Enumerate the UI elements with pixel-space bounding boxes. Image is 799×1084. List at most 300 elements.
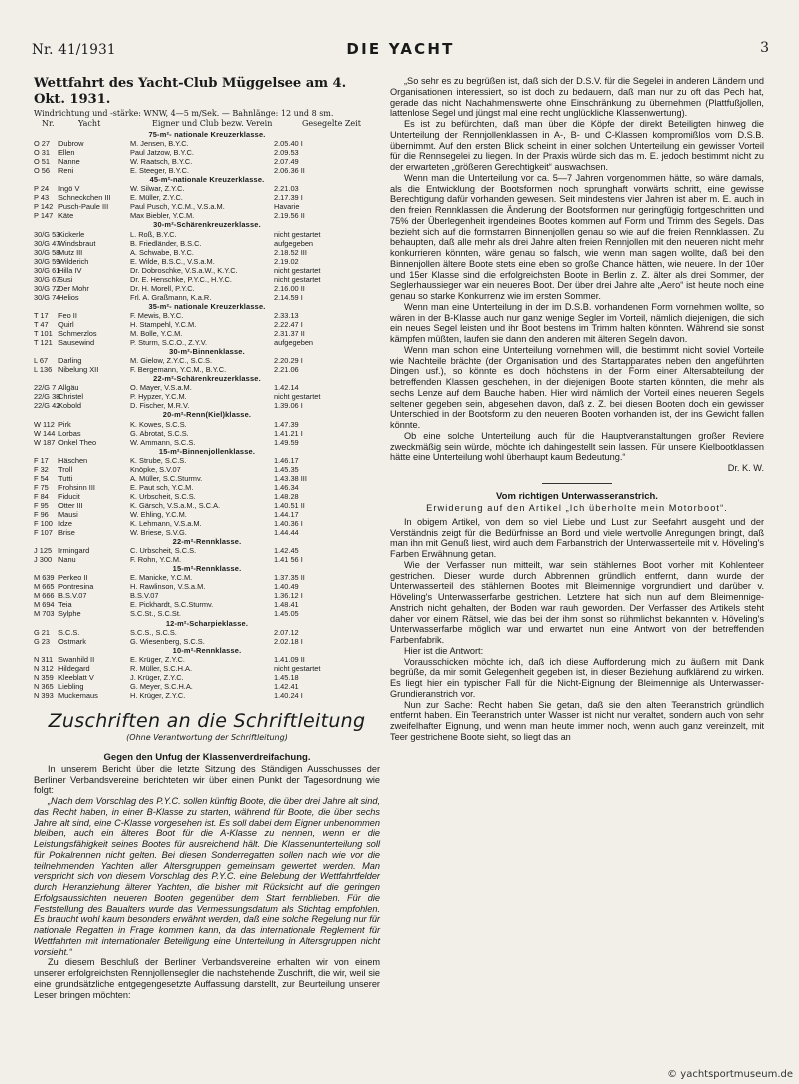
results-row — [34, 211, 380, 220]
sailed-time: 2.33.13 — [274, 310, 299, 320]
class-heading: 10-m²-Rennklasse. — [172, 645, 242, 655]
owner-club: E. Müller, Z.Y.C. — [130, 193, 183, 203]
col-header-yacht: Yacht — [78, 119, 101, 128]
yacht-name: Nibelung XII — [58, 365, 99, 375]
results-column-headers — [34, 119, 380, 130]
owner-club: K. Strube, S.C.S. — [130, 455, 187, 465]
sailed-time: 1.42.41 — [274, 681, 299, 691]
results-row — [34, 383, 380, 392]
owner-club: A. Müller, S.C.Sturmv. — [130, 473, 203, 483]
results-row — [34, 501, 380, 510]
results-row — [34, 311, 380, 320]
sail-number: W 112 — [34, 419, 55, 429]
results-row — [34, 492, 380, 501]
owner-club: W. Ammann, S.C.S. — [130, 437, 196, 447]
yacht-name: Schmerzlos — [58, 329, 97, 339]
sailed-time: 1.45.18 — [274, 672, 299, 682]
yacht-name: Sausewind — [58, 338, 95, 348]
yacht-name: Onkel Theo — [58, 437, 97, 447]
owner-club: Frl. A. Graßmann, K.a.R. — [130, 292, 212, 302]
sail-number: G 21 — [34, 627, 51, 637]
yacht-name: Darling — [58, 356, 82, 366]
results-row — [34, 139, 380, 148]
yacht-name: Nanu — [58, 555, 76, 565]
article-paragraph: Wenn man eine Unterteilung in der im D.S.B. vorhandenen Form vornehmen wollte, so wären in der B-Klasse auch nur ganz wenige Segler im Vorteil, nämlich diejenigen, die sich ein neues Segel leisten und ihr Boot bestens im Trimm halten könnten. Während sie sonst kämpfen müßten, laufen sie dann den anderen mit älteren Segeln davon. — [390, 301, 764, 344]
results-row — [34, 338, 380, 347]
right-column — [390, 76, 764, 743]
sailed-time: 1.37.35 II — [274, 573, 305, 583]
sail-number: P 142 — [34, 202, 54, 212]
sail-number: N 311 — [34, 654, 54, 664]
sailed-time: nicht gestartet — [274, 229, 321, 239]
copyright-watermark: © yachtsportmuseum.de — [667, 1069, 793, 1080]
sail-number: N 359 — [34, 672, 54, 682]
owner-club: H. Krüger, Z.Y.C. — [130, 690, 186, 700]
results-row — [34, 420, 380, 429]
yacht-name: Feo II — [58, 310, 77, 320]
results-row — [34, 202, 380, 211]
owner-club: G. Wiesenberg, S.C.S. — [130, 636, 205, 646]
sail-number: 22/G 7 — [34, 383, 57, 393]
owner-club: P. Hypzer, Y.C.M. — [130, 392, 187, 402]
sailed-time: 1.39.06 I — [274, 401, 303, 411]
yacht-name: Otter III — [58, 500, 83, 510]
owner-club: S.C.S., S.C.S. — [130, 627, 177, 637]
owner-club: O. Mayer, V.S.a.M. — [130, 383, 192, 393]
sail-number: F 17 — [34, 455, 49, 465]
yacht-name: Der Mohr — [58, 283, 89, 293]
owner-club: H. Stampehl, Y.C.M. — [130, 319, 197, 329]
sailed-time: 1.44.44 — [274, 528, 299, 538]
results-row — [34, 609, 380, 618]
sailed-time: aufgegeben — [274, 238, 314, 248]
sailed-time: 2.21.03 — [274, 184, 299, 194]
sail-number: P 24 — [34, 184, 50, 194]
owner-club: F. Bergemann, Y.C.M., B.Y.C. — [130, 365, 227, 375]
results-row — [34, 157, 380, 166]
results-row — [34, 275, 380, 284]
sail-number: 30/G 58 — [34, 247, 61, 257]
owner-club: Max Biebler, Y.C.M. — [130, 211, 195, 221]
yacht-name: Kickerle — [58, 229, 85, 239]
article-paragraph: Wie der Verfasser nun mitteilt, war sein stählernes Boot vorher mit Kohlenteer gestrichen. Dieser wurde durch Abbrennen gründlich entfernt, dann wurde der Unterwasserteil des stählernen Bootes mit Bleimennige vorgrundiert und darüber v. Höveling's Unterwasserfarbe gestrichen. Letztere hat sich nun auf dem Bleimennige-Anstrich nicht gehalten, der Boden war rauh geworden. Der Verfasser des Artikels steht daher vor einem Rätsel, wie das bei der ihm sonst so rühmlichst bekannten v. Höveling's Unterwasserfarbe möglich war und erwartet nun eine Antwort von der betreffenden Farbenfabrik. — [390, 559, 764, 645]
yacht-name: Ingö V — [58, 184, 80, 194]
yacht-name: Nanne — [58, 157, 80, 167]
yacht-name: Reni — [58, 166, 74, 176]
article2-title: Vom richtigen Unterwasseranstrich. — [496, 490, 658, 502]
owner-club: Dr. H. Morell, P.Y.C. — [130, 283, 195, 293]
results-row — [34, 691, 380, 700]
owner-club: Paul Pusch, Y.C.M., V.S.a.M. — [130, 202, 225, 212]
sailed-time: 1.40.36 I — [274, 519, 303, 529]
results-row — [34, 184, 380, 193]
yacht-name: Idze — [58, 519, 72, 529]
class-heading: 15-m²-Binnenjollenklasse. — [158, 446, 256, 456]
sail-number: J 300 — [34, 555, 53, 565]
owner-club: Dr. E. Henschke, P.Y.C., H.Y.C. — [130, 274, 232, 284]
issue-number: Nr. 41/1931 — [32, 42, 116, 58]
race-results-title: Wettfahrt des Yacht-Club Müggelsee am 4. Okt. 1931. — [34, 76, 347, 107]
owner-club: D. Fischer, M.R.V. — [130, 401, 190, 411]
owner-club: L. Roß, B.Y.C. — [130, 229, 177, 239]
sailed-time: 1.36.12 I — [274, 591, 303, 601]
class-heading: 20-m²-Renn(Kiel)klasse. — [162, 410, 252, 420]
sail-number: F 75 — [34, 482, 49, 492]
owner-club: E. Krüger, Z.Y.C. — [130, 654, 185, 664]
sailed-time: aufgegeben — [274, 338, 314, 348]
results-row — [34, 519, 380, 528]
owner-club: M. Gielow, Z.Y.C., S.C.S. — [130, 356, 213, 366]
owner-club: W. Silwar, Z.Y.C. — [130, 184, 185, 194]
yacht-name: Windsbraut — [58, 238, 96, 248]
owner-club: M. Jensen, B.Y.C. — [130, 139, 189, 149]
yacht-name: Kobold — [58, 401, 82, 411]
results-row — [34, 284, 380, 293]
article2-body — [390, 517, 764, 743]
owner-club: P. Sturm, S.C.O., Z.Y.V. — [130, 338, 208, 348]
yacht-name: Helios — [58, 292, 79, 302]
results-row — [34, 248, 380, 257]
yacht-name: Brise — [58, 528, 75, 538]
magazine-title: DIE YACHT — [346, 40, 455, 58]
results-row — [34, 573, 380, 582]
sailed-time: 2.09.53 — [274, 148, 299, 158]
owner-club: H. Rawlinson, V.S.a.M. — [130, 582, 206, 592]
sail-number: W 144 — [34, 428, 56, 438]
sail-number: L 136 — [34, 365, 53, 375]
sail-number: 30/G 59 — [34, 256, 61, 266]
sailed-time: nicht gestartet — [274, 274, 321, 284]
results-row — [34, 510, 380, 519]
article-paragraph: Ob eine solche Unterteilung auch für die Hauptveranstaltungen großer Reviere zweckmäßig sein würde, möchte ich dahingestellt sein lassen. Für unsere Kielbootklassen hätte eine Unterteilung wohl überhaupt kaum Bedeutung.“ — [390, 430, 764, 463]
results-row — [34, 483, 380, 492]
sailed-time: 1.49.59 — [274, 437, 299, 447]
sail-number: P 147 — [34, 211, 54, 221]
results-row — [34, 320, 380, 329]
sail-number: 30/G 72 — [34, 283, 61, 293]
sail-number: M 665 — [34, 582, 55, 592]
class-heading: 15-m²-Rennklasse. — [172, 564, 242, 574]
article-paragraph: „So sehr es zu begrüßen ist, daß sich der D.S.V. für die Segelei in anderen Ländern und Organisationen interessiert, so ist doch zu bedauern, daß man nur zu oft das Pech hat, gerade das nicht Nachahmenswerte ohne Einschränkung zu übernehmen (Plattfußjollen, lattenlose Segel und jüngst mal eine recht unglückliche Klassenwertung). — [390, 76, 764, 119]
sailed-time: 2.02.18 I — [274, 636, 303, 646]
owner-club: Knöpke, S.V.07 — [130, 464, 181, 474]
yacht-name: B.S.V.07 — [58, 591, 87, 601]
sail-number: F 95 — [34, 500, 49, 510]
sail-number: N 365 — [34, 681, 54, 691]
yacht-name: Dubrow — [58, 139, 84, 149]
yacht-name: Fiducit — [58, 491, 80, 501]
yacht-name: Mutz III — [58, 247, 83, 257]
results-row — [34, 664, 380, 673]
article-title: Gegen den Unfug der Klassenverdreifachung. — [103, 751, 311, 763]
owner-club: W. Raatsch, B.Y.C. — [130, 157, 193, 167]
owner-club: B. Friedländer, B.S.C. — [130, 238, 202, 248]
article2-subtitle: Erwiderung auf den Artikel „Ich überholte mein Motorboot“. — [426, 502, 728, 513]
owner-club: K. Gärsch, V.S.a.M., S.C.A. — [130, 500, 221, 510]
sailed-time: 1.40.24 I — [274, 690, 303, 700]
sail-number: L 67 — [34, 356, 49, 366]
owner-club: E. Pickhardt, S.C.Sturmv. — [130, 600, 214, 610]
yacht-name: Susi — [58, 274, 73, 284]
results-row — [34, 166, 380, 175]
results-row — [34, 257, 380, 266]
results-row — [34, 546, 380, 555]
results-row — [34, 465, 380, 474]
owner-club: A. Schwabe, B.Y.C. — [130, 247, 194, 257]
owner-club: S.C.St., S.C.St. — [130, 609, 181, 619]
yacht-name: Perkeo II — [58, 573, 88, 583]
sailed-time: 1.48.41 — [274, 600, 299, 610]
yacht-name: Allgäu — [58, 383, 79, 393]
sail-number: 30/G 74 — [34, 292, 61, 302]
sail-number: F 96 — [34, 509, 49, 519]
sail-number: M 694 — [34, 600, 55, 610]
sail-number: P 43 — [34, 193, 50, 203]
sail-number: 30/G 61 — [34, 265, 61, 275]
results-row — [34, 392, 380, 401]
class-heading: 35-m²- nationale Kreuzerklasse. — [148, 301, 266, 311]
sailed-time: nicht gestartet — [274, 663, 321, 673]
class-heading: 30-m²-Binnenklasse. — [169, 347, 245, 357]
owner-club: B.S.V.07 — [130, 591, 159, 601]
class-heading: 75-m²- nationale Kreuzerklasse. — [148, 130, 266, 139]
sail-number: 30/G 53 — [34, 229, 61, 239]
col-header-owner: Eigner und Club bezw. Verein — [152, 119, 273, 128]
sail-number: N 393 — [34, 690, 54, 700]
sailed-time: 1.40.51 II — [274, 500, 305, 510]
sailed-time: 2.22.47 I — [274, 319, 303, 329]
yacht-name: Ostmark — [58, 636, 86, 646]
col-header-time: Gesegelte Zeit — [302, 119, 361, 128]
yacht-name: Swanhild II — [58, 654, 95, 664]
sail-number: 30/G 47 — [34, 238, 61, 248]
col-header-nr: Nr. — [42, 119, 55, 128]
results-row — [34, 438, 380, 447]
page-header — [32, 38, 769, 64]
owner-club: C. Urbscheit, S.C.S. — [130, 546, 197, 556]
sailed-time: 1.42.14 — [274, 383, 299, 393]
yacht-name: Hilla IV — [58, 265, 82, 275]
sailed-time: Havarie — [274, 202, 300, 212]
sail-number: O 56 — [34, 166, 51, 176]
owner-club: F. Rohn, Y.C.M. — [130, 555, 182, 565]
sail-number: M 703 — [34, 609, 55, 619]
sailed-time: nicht gestartet — [274, 392, 321, 402]
sail-number: 22/G 38 — [34, 392, 61, 402]
sailed-time: 2.17.39 I — [274, 193, 303, 203]
yacht-name: Mausi — [58, 509, 78, 519]
yacht-name: Lorbas — [58, 428, 81, 438]
sailed-time: 2.21.06 — [274, 365, 299, 375]
sail-number: M 639 — [34, 573, 55, 583]
class-heading: 12-m²-Scharpieklasse. — [165, 618, 249, 628]
class-heading: 45-m²-nationale Kreuzerklasse. — [149, 175, 265, 185]
page-number: 3 — [760, 40, 769, 56]
article-paragraph: Wenn man schon eine Unterteilung vornehmen will, die bestimmt nicht soviel Vorteile wie Nachteile brächte (der Organisation und des Startapparates neben den angeführten Dingen usf.), so könnte es doch höchstens in der Form einer Altersabteilung der betreffenden Klassen geschehen, in der diejenigen Boote starten könnten, die mehr als sechs Lenze auf dem Bauche haben. Hier wird nämlich der Vorteil eines neueren Segels seltener gegeben sein, abgesehen davon, daß z. Z. bei diesen Booten doch ein gewisser Unterschied in der Bootsform zu den neueren Booten vorhanden ist, der ins Gewicht fallen könnte. — [390, 344, 764, 430]
sail-number: 22/G 42 — [34, 401, 61, 411]
sail-number: T 121 — [34, 338, 53, 348]
owner-club: J. Krüger, Z.Y.C. — [130, 672, 184, 682]
article-paragraph: In obigem Artikel, von dem so viel Liebe und Lust zur Seefahrt ausgeht und der Verständnis zeigt für die Bedürfnisse an Bord und viele wertvolle Anregungen bringt, daß man ihn mit Genuß liest, wird auch dem Farbanstrich der Unterwasserteile mit v. Höveling's Farben Erwähnung getan. — [390, 516, 764, 559]
results-row — [34, 329, 380, 338]
class-heading: 30-m²-Schärenkreuzerklasse. — [153, 220, 261, 230]
owner-club: E. Manicke, Y.C.M. — [130, 573, 193, 583]
owner-club: E. Paut sch, Y.C.M. — [130, 482, 194, 492]
owner-club: Dr. Dobroschke, V.S.a.W., K.Y.C. — [130, 265, 238, 275]
results-row — [34, 230, 380, 239]
results-row — [34, 600, 380, 609]
sail-number: F 84 — [34, 491, 49, 501]
class-heading: 22-m²-Schärenkreuzerklasse. — [153, 374, 261, 384]
sailed-time: 2.31.37 II — [274, 329, 305, 339]
yacht-name: Wilderich — [58, 256, 89, 266]
yacht-name: Kleeblatt V — [58, 672, 94, 682]
sailed-time: 2.16.00 II — [274, 283, 305, 293]
sailed-time: nicht gestartet — [274, 265, 321, 275]
yacht-name: Pirk — [58, 419, 71, 429]
results-row — [34, 528, 380, 537]
sail-number: 30/G 67 — [34, 274, 61, 284]
sail-number: J 125 — [34, 546, 53, 556]
article-paragraph: Vorausschicken möchte ich, daß ich diese Aufforderung mich zu äußern mit Dank begrüße, da mir somit Gelegenheit gegeben ist, in dieser Beziehung aufklärend zu wirken. Es liegt hier ein typischer Fall für die Nicht-Eignung der Bleimennige als Unterwasser-Grundieranstrich vor. — [390, 656, 764, 699]
yacht-name: Häschen — [58, 455, 88, 465]
yacht-name: Quirl — [58, 319, 74, 329]
article-paragraph: Wenn man die Unterteilung vor ca. 5—7 Jahren vorgenommen hätte, so wäre damals, als die Entwicklung der Bootsformen noch sprunghaft vorwärts schritt, eine gewisse Berechtigung dafür vorhanden gewesen. Seit mindestens vier Jahren ist aber m. E. auch in den freien Rennklassen die Änderung der Bootsformen nur geringfügig fortgeschritten und 75% der Überlegenheit irgendeines Bootes kommen auf Form und Trimm des Segels. Das bezieht sich auf die formstarren Binnenjollen genau so wie auf die freien Rennklassen. Zu behaupten, daß alle mehr als drei Jahre alten freien Rennjollen mit den neueren nicht mehr konkurrieren könnten, wäre genau so falsch, wie wenn man sagen wollte, daß bei den Binnenjollen ältere Boote stets eine eben so große Chance hätten, wie neuere. In der 10er und 15er Klasse sind die erfolgreichsten Boote in Berlin z. Z. älter als drei Sommer, der Seglerhaussieger war ein neueres Boot. Der über drei Jahre alte „Aero“ ist heute noch eine genau so starke Konkurrenz wie im ersten Sommer. — [390, 172, 764, 301]
sailed-time: 1.46.17 — [274, 455, 299, 465]
sailed-time: 2.07.12 — [274, 627, 299, 637]
owner-club: E. Steeger, B.Y.C. — [130, 166, 190, 176]
yacht-name: Teia — [58, 600, 72, 610]
yacht-name: Tutti — [58, 473, 73, 483]
sailed-time: 1.41.21 I — [274, 428, 303, 438]
results-row — [34, 193, 380, 202]
sailed-time: 2.14.59 I — [274, 292, 303, 302]
yacht-name: Muckemaus — [58, 690, 98, 700]
results-row — [34, 293, 380, 302]
owner-club: W. Ehling, Y.C.M. — [130, 509, 187, 519]
sail-number: F 54 — [34, 473, 49, 483]
article-paragraph: In unserem Bericht über die letzte Sitzung des Ständigen Ausschusses der Berliner Verbandsvereine berichteten wir über einen Punkt der Tagesordnung wie folgt: — [34, 763, 380, 796]
sail-number: F 32 — [34, 464, 49, 474]
owner-club: E. Wilde, B.S.C., V.S.a.M. — [130, 256, 215, 266]
results-row — [34, 555, 380, 564]
sail-number: F 100 — [34, 519, 53, 529]
sailed-time: 1.40.49 — [274, 582, 299, 592]
race-results-table — [34, 130, 380, 700]
yacht-name: Schneckchen III — [58, 193, 111, 203]
owner-club: W. Briese, S.V.G. — [130, 528, 187, 538]
article-body-right — [390, 76, 764, 474]
sailed-time: 1.44.17 — [274, 509, 299, 519]
sail-number: G 23 — [34, 636, 51, 646]
sailed-time: 2.07.49 — [274, 157, 299, 167]
article-signature: Dr. K. W. — [727, 463, 764, 473]
sailed-time: 1.41.09 II — [274, 654, 305, 664]
article-paragraph: Hier ist die Antwort: — [404, 645, 484, 656]
letters-section-subtitle: (Ohne Verantwortung der Schriftleitung) — [126, 732, 288, 742]
yacht-name: Liebling — [58, 681, 84, 691]
owner-club: K. Lehmann, V.S.a.M. — [130, 519, 202, 529]
owner-club: Paul Jatzow, B.Y.C. — [130, 148, 194, 158]
sailed-time: 2.18.52 III — [274, 247, 307, 257]
letters-section-title: Zuschriften an die Schriftleitung — [48, 709, 366, 732]
sail-number: T 101 — [34, 329, 53, 339]
results-row — [34, 239, 380, 248]
sail-number: O 27 — [34, 139, 51, 149]
sail-number: N 312 — [34, 663, 54, 673]
sailed-time: 1.48.28 — [274, 491, 299, 501]
yacht-name: Troll — [58, 464, 73, 474]
yacht-name: Käte — [58, 211, 74, 221]
results-row — [34, 356, 380, 365]
sailed-time: 1.47.39 — [274, 419, 299, 429]
owner-club: G. Abrotat, S.C.S. — [130, 428, 189, 438]
owner-club: K. Kowes, S.C.S. — [130, 419, 187, 429]
section-divider — [542, 483, 612, 484]
sail-number: O 51 — [34, 157, 51, 167]
sailed-time: 2.20.29 I — [274, 356, 303, 366]
results-row — [34, 655, 380, 664]
yacht-name: Ellen — [58, 148, 75, 158]
results-row — [34, 456, 380, 465]
results-row — [34, 474, 380, 483]
results-row — [34, 591, 380, 600]
wind-info: Windrichtung und -stärke: WNW, 4—5 m/Sek. — Bahnlänge: 12 und 8 sm. — [34, 109, 334, 118]
sailed-time: 1.43.38 III — [274, 473, 307, 483]
results-row — [34, 673, 380, 682]
sail-number: F 107 — [34, 528, 53, 538]
sailed-time: 1.45.35 — [274, 464, 299, 474]
sailed-time: 1.46.34 — [274, 482, 299, 492]
article-quote: „Nach dem Vorschlag des P.Y.C. sollen künftig Boote, die über drei Jahre alt sind, das Recht haben, in einer B-Klasse zu starten, während für Boote, die über sechs Jahre alt sind, eine C-Klasse vorgesehen ist. Es soll dabei dem Eigner unbenommen bleiben, auch ein älteres Boot für die A-Klasse zu nennen, wenn er die Leistungsfähigkeit seines Bootes für ausreichend hält. Die Klassenunterteilung soll für Pokalrennen nicht gelten. Bei diesen Sonderregatten sollen nach wie vor die teilnehmenden Yachten aller Altersgruppen gemeinsam gewertet werden. Man verspricht sich von diesem Vorschlag des P.Y.C. eine Belebung der Wettfahrtfelder durch Heranziehung älterer Yachten, die bisher mit Rücksicht auf die geringen Erfolgsaussichten neueren Booten gegenüber dem Start fernblieben. Für die Feststellung des Baualters wurde das Vermessungsdatum als Stichtag empfohlen. Es braucht wohl kaum besonders erwähnt werden, daß eine solche Regelung nur für nationale Regatten in Frage kommen kann, da das internationale Reglement für Wettfahrten mit internationaler Beteiligung eine Unterteilung in Altersgruppen nicht vorsieht.“ — [34, 796, 380, 957]
yacht-name: Hildegard — [58, 663, 90, 673]
results-row — [34, 429, 380, 438]
sailed-time: 2.05.40 I — [274, 139, 303, 149]
owner-club: R. Müller, S.C.H.A. — [130, 663, 193, 673]
sailed-time: 2.19.02 — [274, 256, 299, 266]
sail-number: W 187 — [34, 437, 56, 447]
yacht-name: Christel — [58, 392, 84, 402]
sailed-time: 1.42.45 — [274, 546, 299, 556]
left-column — [34, 76, 380, 1000]
sailed-time: 1.45.05 — [274, 609, 299, 619]
yacht-name: Frohsinn III — [58, 482, 95, 492]
results-row — [34, 365, 380, 374]
results-row — [34, 266, 380, 275]
owner-club: G. Meyer, S.C.H.A. — [130, 681, 193, 691]
yacht-name: Sylphe — [58, 609, 81, 619]
results-row — [34, 148, 380, 157]
sail-number: T 47 — [34, 319, 49, 329]
article-paragraph: Nun zur Sache: Recht haben Sie getan, daß sie den alten Teeranstrich gründlich entfernt haben. Ein Teeranstrich unter Wasser ist nicht nur veraltet, sondern auch von sehr zweifelhafter Eignung, und wenn man heute immer noch, wenn auch ganz vereinzelt, mit Teer gestrichene Boote sieht, so liegt das an — [390, 699, 764, 742]
sailed-time: 2.19.56 II — [274, 211, 305, 221]
results-row — [34, 637, 380, 646]
yacht-name: Pusch-Paule III — [58, 202, 109, 212]
results-row — [34, 682, 380, 691]
yacht-name: Irmingard — [58, 546, 90, 556]
owner-club: K. Urbscheit, S.C.S. — [130, 491, 196, 501]
results-row — [34, 582, 380, 591]
sailed-time: 2.06.36 II — [274, 166, 305, 176]
sail-number: O 31 — [34, 148, 51, 158]
sail-number: T 17 — [34, 310, 49, 320]
results-row — [34, 628, 380, 637]
article-paragraph: Zu diesem Beschluß der Berliner Verbandsvereine erhalten wir von einem unserer erfolgreichsten Rennjollensegler die nachstehende Zuschrift, die wir, weil sie eine grundsätzliche entgegengesetzte Auffassung darstellt, zur Beurteilung unserer Leser bringen möchten: — [34, 957, 380, 1000]
sailed-time: 1.41 56 I — [274, 555, 303, 565]
yacht-name: S.C.S. — [58, 627, 80, 637]
article-body-left — [34, 764, 380, 1001]
owner-club: M. Bolle, Y.C.M. — [130, 329, 183, 339]
